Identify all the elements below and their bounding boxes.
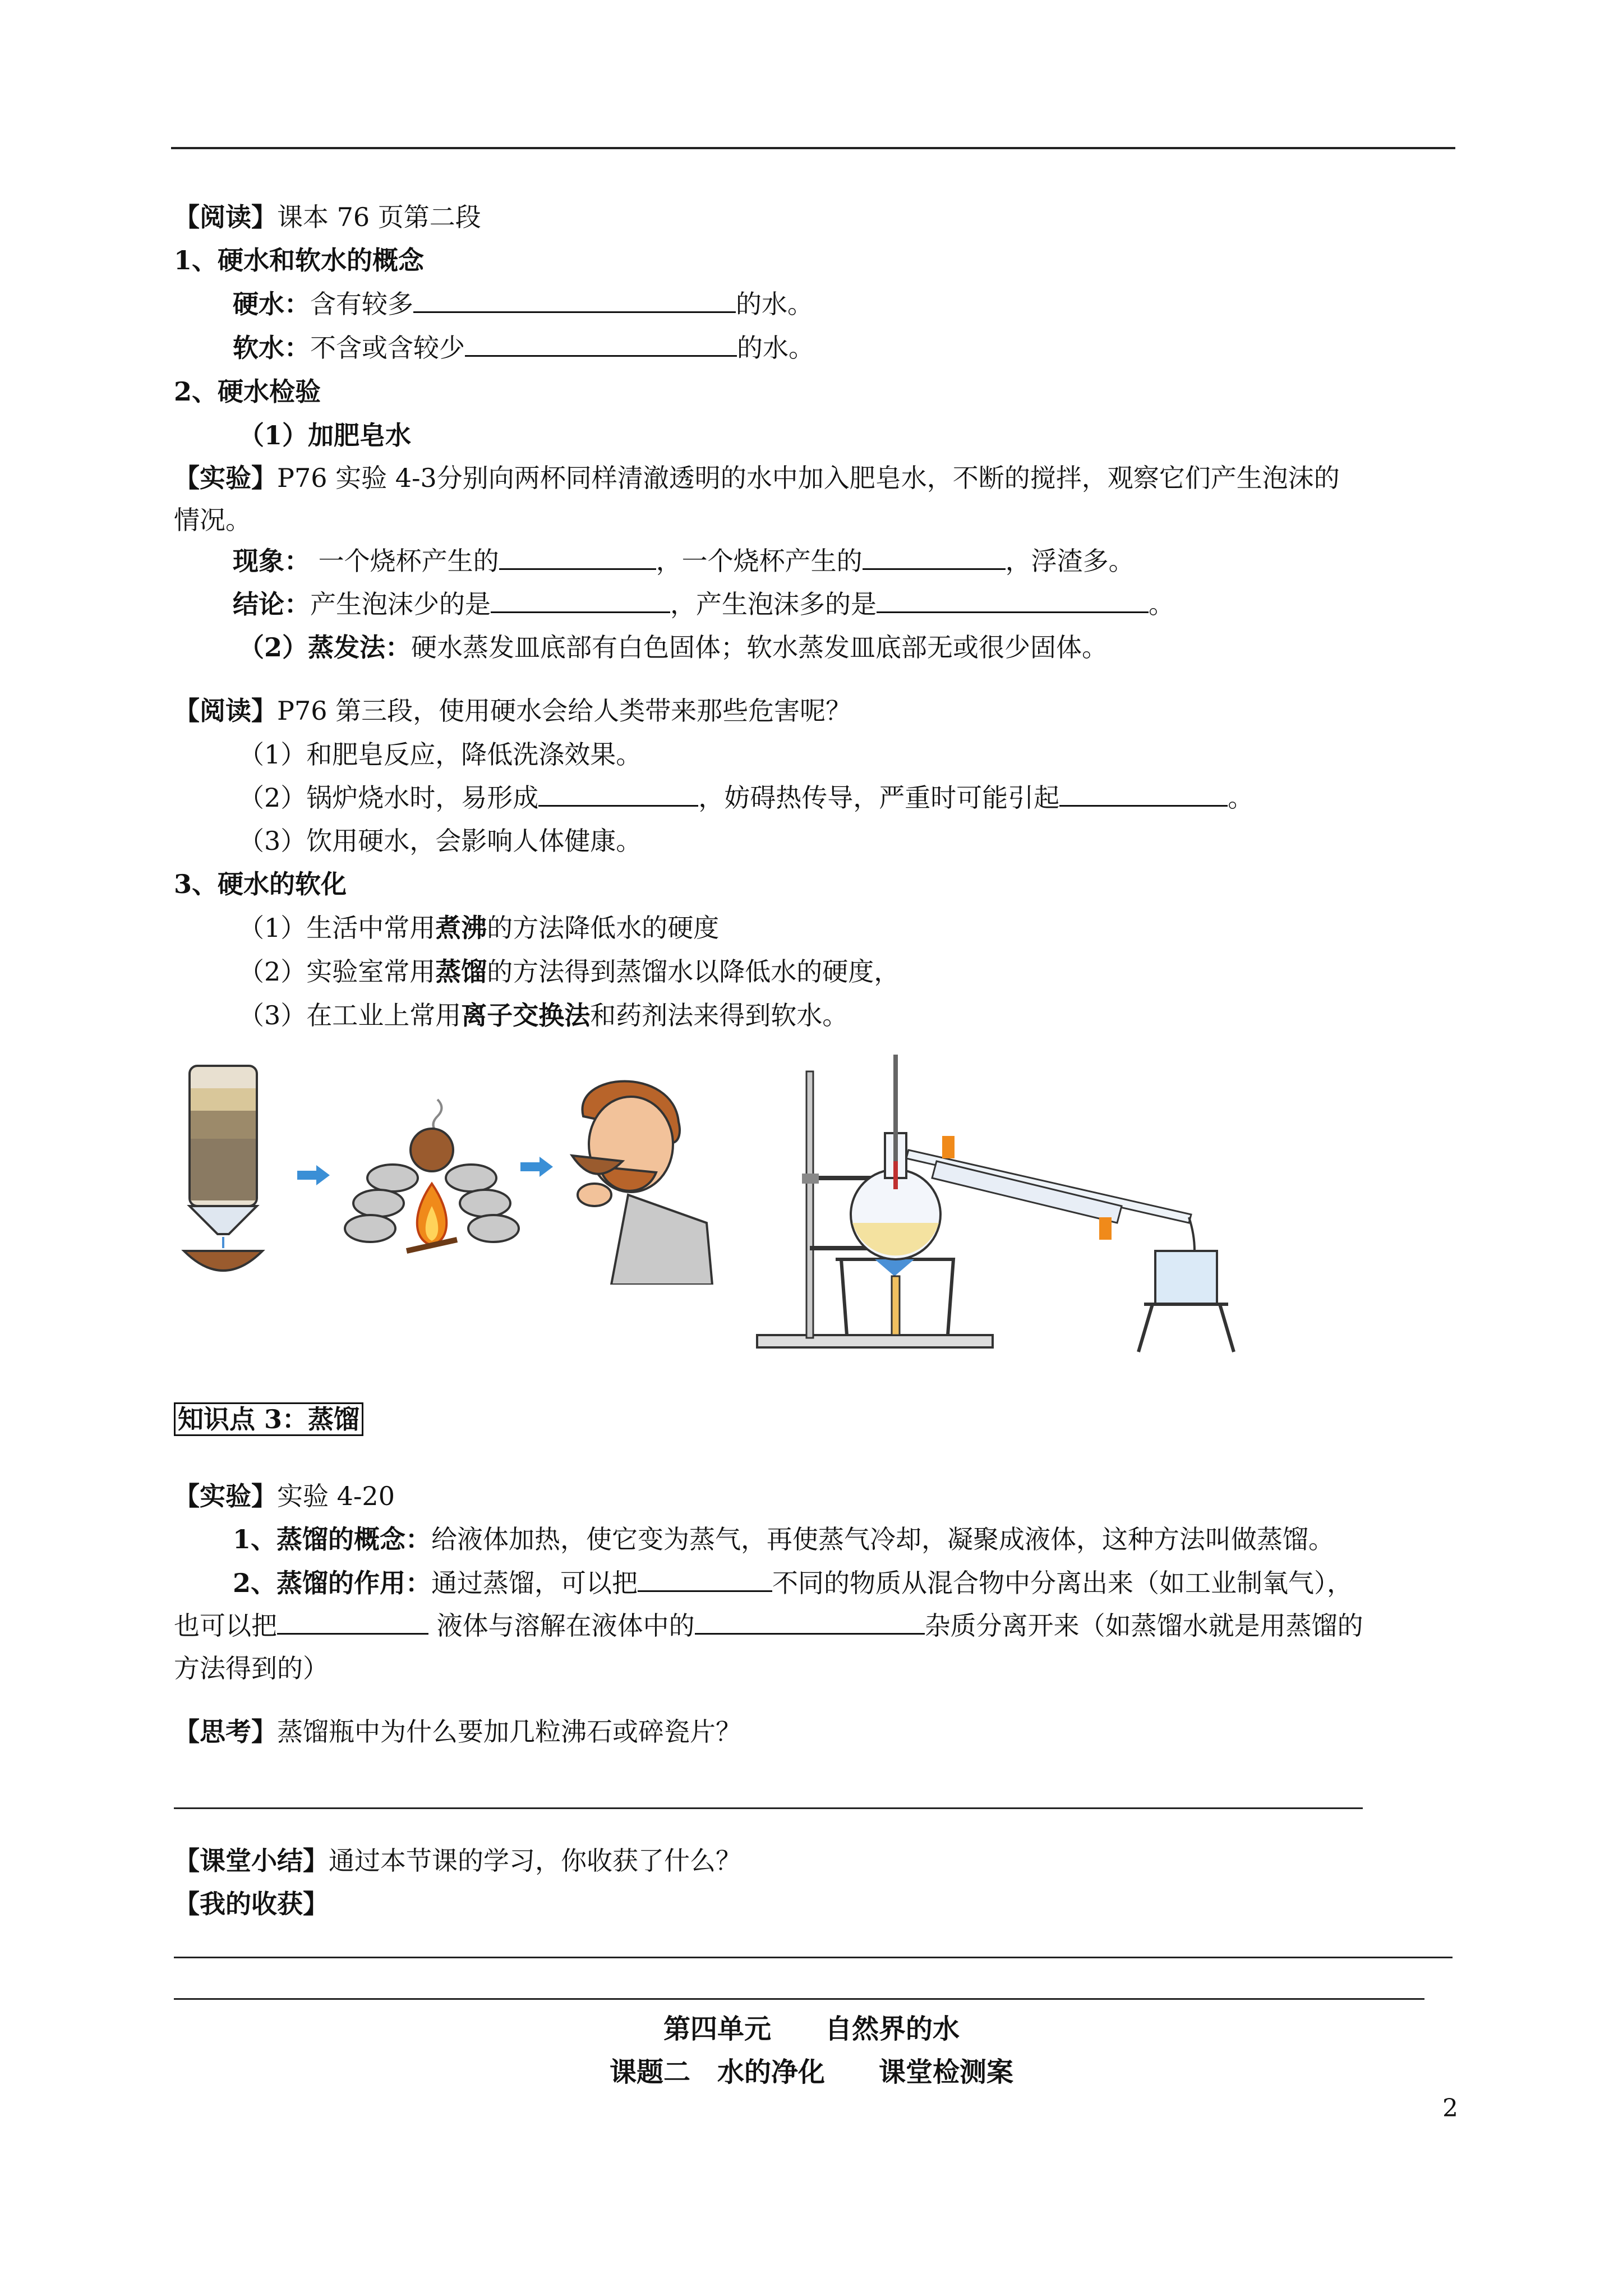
header-rule xyxy=(171,147,1455,149)
soap-test-heading: （1）加肥皂水 xyxy=(238,420,412,450)
hard-label: 硬水： xyxy=(233,289,310,319)
experiment-tag: 【实验】 xyxy=(174,463,277,493)
experiment2-tag: 【实验】 xyxy=(174,1481,277,1511)
experiment2-line xyxy=(174,1478,395,1514)
distill-use-line-2 xyxy=(174,1608,1363,1644)
experiment-text: P76 实验 4-3分别向两杯同样清澈透明的水中加入肥皂水，不断的搅拌，观察它们产生泡沫的 xyxy=(277,463,1340,493)
harm-item-2-c: 。 xyxy=(1228,783,1254,813)
nonvolatile-blank[interactable] xyxy=(695,1608,925,1635)
distill-concept-line xyxy=(233,1521,1334,1557)
read2-line xyxy=(174,693,851,729)
soft-label: 软水： xyxy=(233,333,310,363)
evaporation-line xyxy=(238,629,1108,665)
arrow-icon-2 xyxy=(520,1156,554,1178)
harm-item-2-a: （2）锅炉烧水时，易形成 xyxy=(238,783,539,813)
distill-use-2-b: 液体与溶解在液体中的 xyxy=(428,1611,695,1641)
conclusion-blank-2[interactable] xyxy=(877,587,1149,613)
man-drinking-illustration xyxy=(561,1060,718,1285)
volatile-blank[interactable] xyxy=(277,1608,428,1635)
distill-use-line xyxy=(233,1565,1353,1601)
explosion-blank[interactable] xyxy=(1059,780,1228,807)
summary-line xyxy=(174,1843,741,1879)
conclusion-text-a: 产生泡沫少的是 xyxy=(310,589,491,619)
summary-tag: 【课堂小结】 xyxy=(174,1846,329,1876)
phenomenon-line xyxy=(233,543,1135,579)
filter-bottle-illustration xyxy=(178,1055,268,1279)
experiment-line xyxy=(174,460,1340,496)
think-text: 蒸馏瓶中为什么要加几粒沸石或碎瓷片？ xyxy=(277,1717,741,1747)
harm-item-1: （1）和肥皂反应，降低洗涤效果。 xyxy=(238,739,642,770)
conclusion-text-c: 。 xyxy=(1149,589,1174,619)
distill-use-label: 2、蒸馏的作用： xyxy=(233,1568,432,1598)
section3-heading: 3、硬水的软化 xyxy=(174,869,347,899)
gain-tag: 【我的收获】 xyxy=(174,1889,329,1919)
phenomenon-label: 现象： xyxy=(233,546,310,576)
conclusion-label: 结论： xyxy=(233,589,310,619)
soften-item-3-a: （3）在工业上常用 xyxy=(238,1000,462,1030)
distill-use-text-b: 不同的物质从混合物中分离出来（如工业制氧气）， xyxy=(772,1568,1353,1598)
phenomenon-text-b: ，一个烧杯产生的 xyxy=(656,546,863,576)
soften-item-3 xyxy=(238,997,848,1033)
section1-heading: 1、硬水和软水的概念 xyxy=(174,245,425,275)
distill-concept-text: 给液体加热，使它变为蒸气，再使蒸气冷却，凝聚成液体，这种方法叫做蒸馏。 xyxy=(431,1524,1335,1554)
hard-post: 的水。 xyxy=(736,289,813,319)
soften-item-2-b: 蒸馏 xyxy=(435,956,487,987)
distill-use-2-c: 杂质分离开来（如蒸馏水就是用蒸馏的 xyxy=(924,1611,1363,1641)
section2-heading: 2、硬水检验 xyxy=(174,376,321,407)
hard-pre: 含有较多 xyxy=(310,289,413,319)
conclusion-blank-1[interactable] xyxy=(491,587,670,613)
conclusion-text-b: ，产生泡沫多的是 xyxy=(670,589,877,619)
think-tag: 【思考】 xyxy=(174,1717,277,1747)
summary-text: 通过本节课的学习，你收获了什么？ xyxy=(329,1846,741,1876)
distill-concept-label: 1、蒸馏的概念： xyxy=(233,1524,432,1554)
read2-text: P76 第三段，使用硬水会给人类带来那些危害呢？ xyxy=(277,696,852,726)
soften-item-2 xyxy=(238,954,900,990)
evaporation-label: （2）蒸发法： xyxy=(238,632,412,662)
read2-tag: 【阅读】 xyxy=(174,696,277,726)
knowledge-point-label xyxy=(174,1401,363,1437)
read1-line xyxy=(174,199,481,235)
soften-item-1-a: （1）生活中常用 xyxy=(238,913,436,943)
scale-blank[interactable] xyxy=(538,780,698,807)
soft-blank[interactable] xyxy=(465,330,737,357)
experiment-line-2: 情况。 xyxy=(174,505,251,535)
gain-answer-line-1[interactable] xyxy=(174,1957,1453,1958)
soften-item-3-b: 离子交换法 xyxy=(461,1000,591,1030)
soften-item-2-a: （2）实验室常用 xyxy=(238,956,436,987)
distillation-apparatus-illustration xyxy=(751,1049,1251,1355)
think-answer-line[interactable] xyxy=(174,1807,1363,1809)
knowledge-point-box: 知识点 3：蒸馏 xyxy=(174,1402,363,1436)
soften-item-1-b: 煮沸 xyxy=(435,913,487,943)
soft-water-line xyxy=(233,330,814,366)
phenomenon-blank-1[interactable] xyxy=(499,544,656,570)
soften-item-2-c: 的方法得到蒸馏水以降低水的硬度， xyxy=(487,956,900,987)
harm-item-2 xyxy=(238,780,1253,816)
lesson-title: 课题二 水的净化 课堂检测案 xyxy=(609,2056,1013,2088)
hard-water-line xyxy=(233,286,813,322)
soften-item-1-c: 的方法降低水的硬度 xyxy=(487,913,720,943)
harm-item-3: （3）饮用硬水，会影响人体健康。 xyxy=(238,826,642,856)
hard-blank[interactable] xyxy=(413,287,736,313)
phenomenon-text-c: ，浮渣多。 xyxy=(1005,546,1135,576)
evaporation-text: 硬水蒸发皿底部有白色固体；软水蒸发皿底部无或很少固体。 xyxy=(411,632,1108,662)
distill-use-text-a: 通过蒸馏，可以把 xyxy=(431,1568,638,1598)
soften-item-3-c: 和药剂法来得到软水。 xyxy=(590,1000,849,1030)
soft-pre: 不含或含较少 xyxy=(310,333,465,363)
think-line xyxy=(174,1714,741,1750)
distill-use-2-a: 也可以把 xyxy=(174,1611,277,1641)
distill-use-line-3: 方法得到的） xyxy=(174,1653,329,1683)
conclusion-line xyxy=(233,586,1174,622)
harm-item-2-b: ，妨碍热传导，严重时可能引起 xyxy=(698,783,1060,813)
read-text: 课本 76 页第二段 xyxy=(277,202,481,232)
read-tag: 【阅读】 xyxy=(174,202,277,232)
phenomenon-text-a: 一个烧杯产生的 xyxy=(310,546,499,576)
phenomenon-blank-2[interactable] xyxy=(863,544,1006,570)
soft-post: 的水。 xyxy=(737,333,814,363)
unit-title: 第四单元 自然界的水 xyxy=(663,2013,960,2045)
campfire-boiling-illustration xyxy=(339,1094,524,1257)
arrow-icon xyxy=(297,1164,331,1186)
boiling-point-blank[interactable] xyxy=(638,1566,772,1592)
page-number: 2 xyxy=(1442,2094,1458,2123)
gain-answer-line-2[interactable] xyxy=(174,1998,1424,2000)
soften-item-1 xyxy=(238,910,719,946)
experiment2-text: 实验 4-20 xyxy=(277,1481,395,1511)
